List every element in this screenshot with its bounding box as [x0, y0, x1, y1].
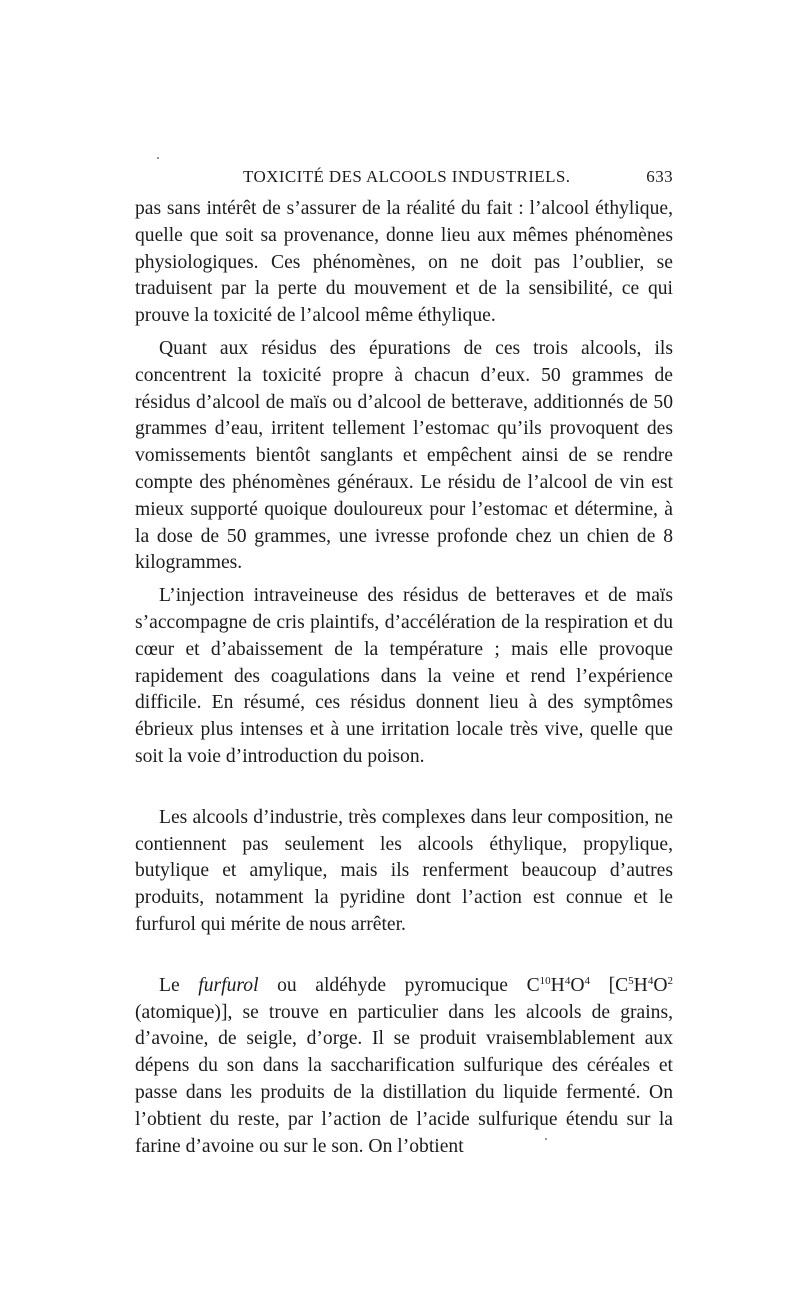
- paragraph-5-middle: ou aldéhyde pyromucique C: [277, 974, 540, 996]
- formula-1-hydrogen-symbol: H: [550, 974, 565, 996]
- term-furfurol: furfurol: [198, 974, 259, 996]
- formula-2-hydrogen-symbol: H: [633, 974, 648, 996]
- formula-2-hydrogen-count: 4: [647, 974, 654, 987]
- paragraph-5-rest: (atomique)], se trouve en particulier dans les alcools de grains, d’avoine, de seigle, d’orge. Il se produit vraisemblablement aux dépens du son dans la saccharification sulfurique des céréales et passe dans les produits de la distillation du liquide fermenté. On l’obtient du reste, par l’action de l’acide sulfurique étendu sur la farine d’avoine ou sur le son. On l’obtient: [135, 1001, 673, 1157]
- formula-1-oxygen-count: 4: [584, 974, 590, 987]
- formula-1-oxygen-symbol: O: [570, 974, 585, 996]
- formula-2-open: [C: [608, 974, 629, 996]
- body-text: [135, 196, 673, 1160]
- paragraph-5-lead: Le: [159, 974, 180, 996]
- formula-2-oxygen-count: 2: [667, 974, 673, 987]
- print-speck: [157, 157, 159, 159]
- page-number: 633: [646, 167, 673, 186]
- print-speck: [545, 1138, 547, 1140]
- paragraph-4: Les alcools d’industrie, très complexes dans leur composition, ne contiennent pas seulement les alcools éthylique, propylique, butylique et amylique, mais ils renferment beaucoup d’autres produits, notamment la pyridine dont l’action est connue et le furfurol qui mérite de nous arrêter.: [135, 806, 673, 935]
- formula-1-carbon-count: 10: [539, 974, 551, 987]
- paragraph-1: pas sans intérêt de s’assurer de la réalité du fait : l’alcool éthylique, quelle que soit sa provenance, donne lieu aux mêmes phénomènes physiologiques. Ces phénomènes, on ne doit pas l’oublier, se traduisent par la perte du mouvement et de la sensibilité, ce qui prouve la toxicité de l’alcool même éthylique.: [135, 198, 673, 327]
- running-head: [243, 167, 673, 193]
- formula-2-carbon-count: 5: [628, 974, 634, 987]
- paragraph-3: L’injection intraveineuse des résidus de betteraves et de maïs s’accompagne de cris plaintifs, d’accélération de la respiration et du cœur et d’abaissement de la température ; mais elle provoque rapidement des coagulations dans la veine et rend l’expérience difficile. En résumé, ces résidus donnent lieu à des symptômes ébrieux plus intenses et à une irritation locale très vive, quelle que soit la voie d’introduction du poison.: [135, 585, 673, 767]
- paragraph-2: Quant aux résidus des épurations de ces trois alcools, ils concentrent la toxicité propre à chacun d’eux. 50 grammes de résidus d’alcool de maïs ou d’alcool de betterave, additionnés de 50 grammes d’eau, irritent tellement l’estomac qu’ils provoquent des vomissements bientôt sanglants et empêchent ainsi de se rendre compte des phénomènes généraux. Le résidu de l’alcool de vin est mieux supporté quoique douloureux pour l’estomac et détermine, à la dose de 50 grammes, une ivresse profonde chez un chien de 8 kilogrammes.: [135, 337, 673, 574]
- formula-1-hydrogen-count: 4: [564, 974, 571, 987]
- paragraph-5: [135, 973, 673, 1161]
- formula-2-oxygen-symbol: O: [653, 974, 668, 996]
- running-title: TOXICITÉ DES ALCOOLS INDUSTRIELS.: [243, 167, 571, 186]
